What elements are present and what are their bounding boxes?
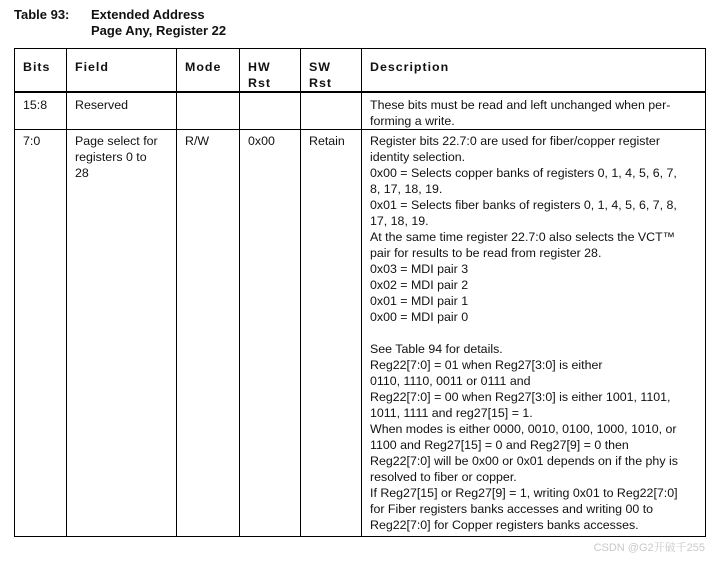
description-line: 1100 and Reg27[15] = 0 and Reg27[9] = 0 then — [370, 438, 629, 452]
description-line: 1011, 1111 and reg27[15] = 1. — [370, 406, 533, 420]
cell-description — [362, 92, 706, 130]
watermark: CSDN @G2开破千255 — [593, 542, 705, 554]
description-line: Reg22[7:0] will be 0x00 or 0x01 depends on if the phy is — [370, 454, 678, 468]
cell-hw-rst — [240, 92, 301, 130]
description-line: 0x01 = Selects fiber banks of registers 0, 1, 4, 5, 6, 7, 8, — [370, 198, 677, 212]
field-line: Page select for — [75, 134, 158, 148]
header-mode: Mode — [177, 49, 240, 93]
description-line: 0x02 = MDI pair 2 — [370, 278, 469, 292]
description-line: When modes is either 0000, 0010, 0100, 1000, 1010, or — [370, 422, 677, 436]
description-spacer — [370, 325, 699, 341]
description-line: forming a write. — [370, 114, 455, 128]
header-sw-rst-line2: Rst — [309, 76, 332, 90]
cell-sw-rst: Retain — [301, 130, 362, 537]
table-title-line2: Page Any, Register 22 — [91, 23, 227, 38]
description-line: Reg22[7:0] for Copper registers banks accesses. — [370, 518, 639, 532]
description-line: for Fiber registers banks accesses and writing 00 to — [370, 502, 654, 516]
cell-bits: 7:0 — [15, 130, 67, 537]
register-table — [14, 48, 706, 537]
description-line: If Reg27[15] or Reg27[9] = 1, writing 0x01 to Reg22[7:0] — [370, 486, 678, 500]
cell-bits: 15:8 — [15, 92, 67, 130]
table-header-row — [15, 49, 706, 93]
header-hw-rst — [240, 49, 301, 93]
description-line: 0110, 1110, 0011 or 0111 and — [370, 374, 531, 388]
cell-field: Reserved — [67, 92, 177, 130]
cell-description — [362, 130, 706, 537]
header-description: Description — [362, 49, 706, 93]
cell-mode: R/W — [177, 130, 240, 537]
cell-sw-rst — [301, 92, 362, 130]
description-line: 8, 17, 18, 19. — [370, 182, 443, 196]
header-sw-rst — [301, 49, 362, 93]
table-row — [15, 130, 706, 537]
cell-hw-rst: 0x00 — [240, 130, 301, 537]
description-line: See Table 94 for details. — [370, 342, 503, 356]
description-line: At the same time register 22.7:0 also selects the VCT™ — [370, 230, 676, 244]
table-number: Table 93: — [14, 7, 70, 22]
description-line: resolved to fiber or copper. — [370, 470, 517, 484]
description-line: pair for results to be read from register 28. — [370, 246, 602, 260]
table-title-line1: Extended Address — [91, 7, 205, 22]
cell-field — [67, 130, 177, 537]
description-line: 0x01 = MDI pair 1 — [370, 294, 469, 308]
header-field: Field — [67, 49, 177, 93]
description-line: These bits must be read and left unchanged when per- — [370, 98, 671, 112]
field-line: 28 — [75, 166, 89, 180]
cell-mode — [177, 92, 240, 130]
description-line: 0x00 = Selects copper banks of registers 0, 1, 4, 5, 6, 7, — [370, 166, 677, 180]
description-line: Reg22[7:0] = 00 when Reg27[3:0] is either 1001, 1101, — [370, 390, 671, 404]
field-line: registers 0 to — [75, 150, 147, 164]
description-line: 17, 18, 19. — [370, 214, 429, 228]
description-line: 0x03 = MDI pair 3 — [370, 262, 469, 276]
header-hw-rst-line2: Rst — [248, 76, 271, 90]
header-sw-rst-line1: SW — [309, 60, 331, 74]
description-line: identity selection. — [370, 150, 466, 164]
header-hw-rst-line1: HW — [248, 60, 271, 74]
header-bits: Bits — [15, 49, 67, 93]
description-line: 0x00 = MDI pair 0 — [370, 310, 469, 324]
description-line: Register bits 22.7:0 are used for fiber/copper register — [370, 134, 660, 148]
description-line: Reg22[7:0] = 01 when Reg27[3:0] is either — [370, 358, 603, 372]
table-row — [15, 92, 706, 130]
